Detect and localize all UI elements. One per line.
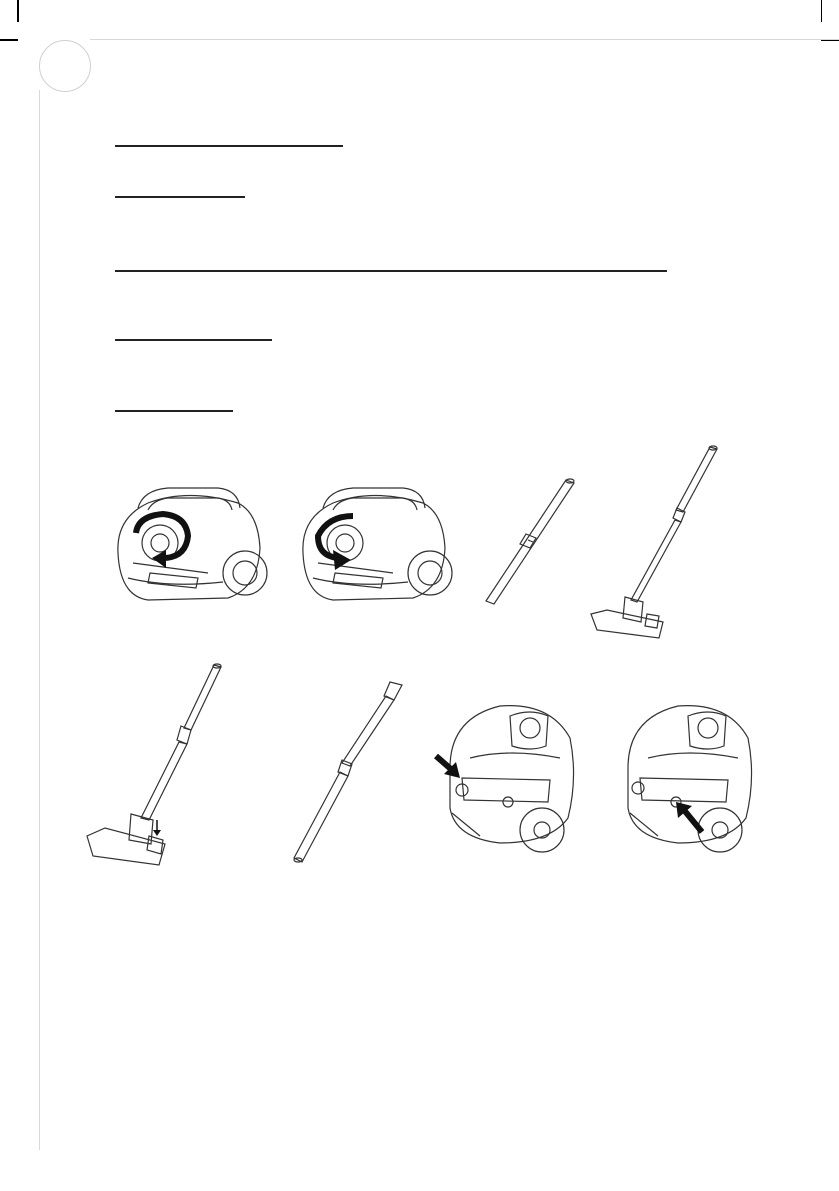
pointer-arrow-icon bbox=[676, 802, 702, 832]
section-heading-2 bbox=[115, 196, 245, 198]
section-heading-1 bbox=[115, 145, 343, 147]
pointer-arrow-icon bbox=[436, 756, 460, 778]
page-frame-left bbox=[39, 90, 40, 1150]
telescopic-tube-figure bbox=[478, 474, 578, 609]
tube-with-floor-nozzle-attach-figure bbox=[83, 660, 233, 875]
vacuum-right-button-figure bbox=[608, 698, 758, 858]
crop-mark-top-left-h bbox=[0, 39, 18, 41]
vacuum-lid-close-figure bbox=[293, 478, 458, 606]
crop-mark-top-right-v bbox=[821, 0, 823, 22]
tube-with-floor-nozzle-figure bbox=[587, 442, 727, 642]
page-frame-top bbox=[90, 39, 839, 40]
section-heading-3 bbox=[115, 270, 667, 272]
crop-mark-top-left-v bbox=[17, 0, 19, 22]
section-heading-5 bbox=[115, 410, 233, 412]
extension-tube-with-crevice-tool-figure bbox=[290, 676, 410, 866]
vacuum-lid-open-figure bbox=[108, 478, 273, 606]
down-arrow-icon bbox=[153, 820, 161, 836]
page-number-badge bbox=[39, 40, 91, 92]
vacuum-left-button-figure bbox=[430, 698, 580, 858]
section-heading-4 bbox=[115, 339, 272, 341]
rotate-arrow-icon bbox=[136, 514, 188, 568]
